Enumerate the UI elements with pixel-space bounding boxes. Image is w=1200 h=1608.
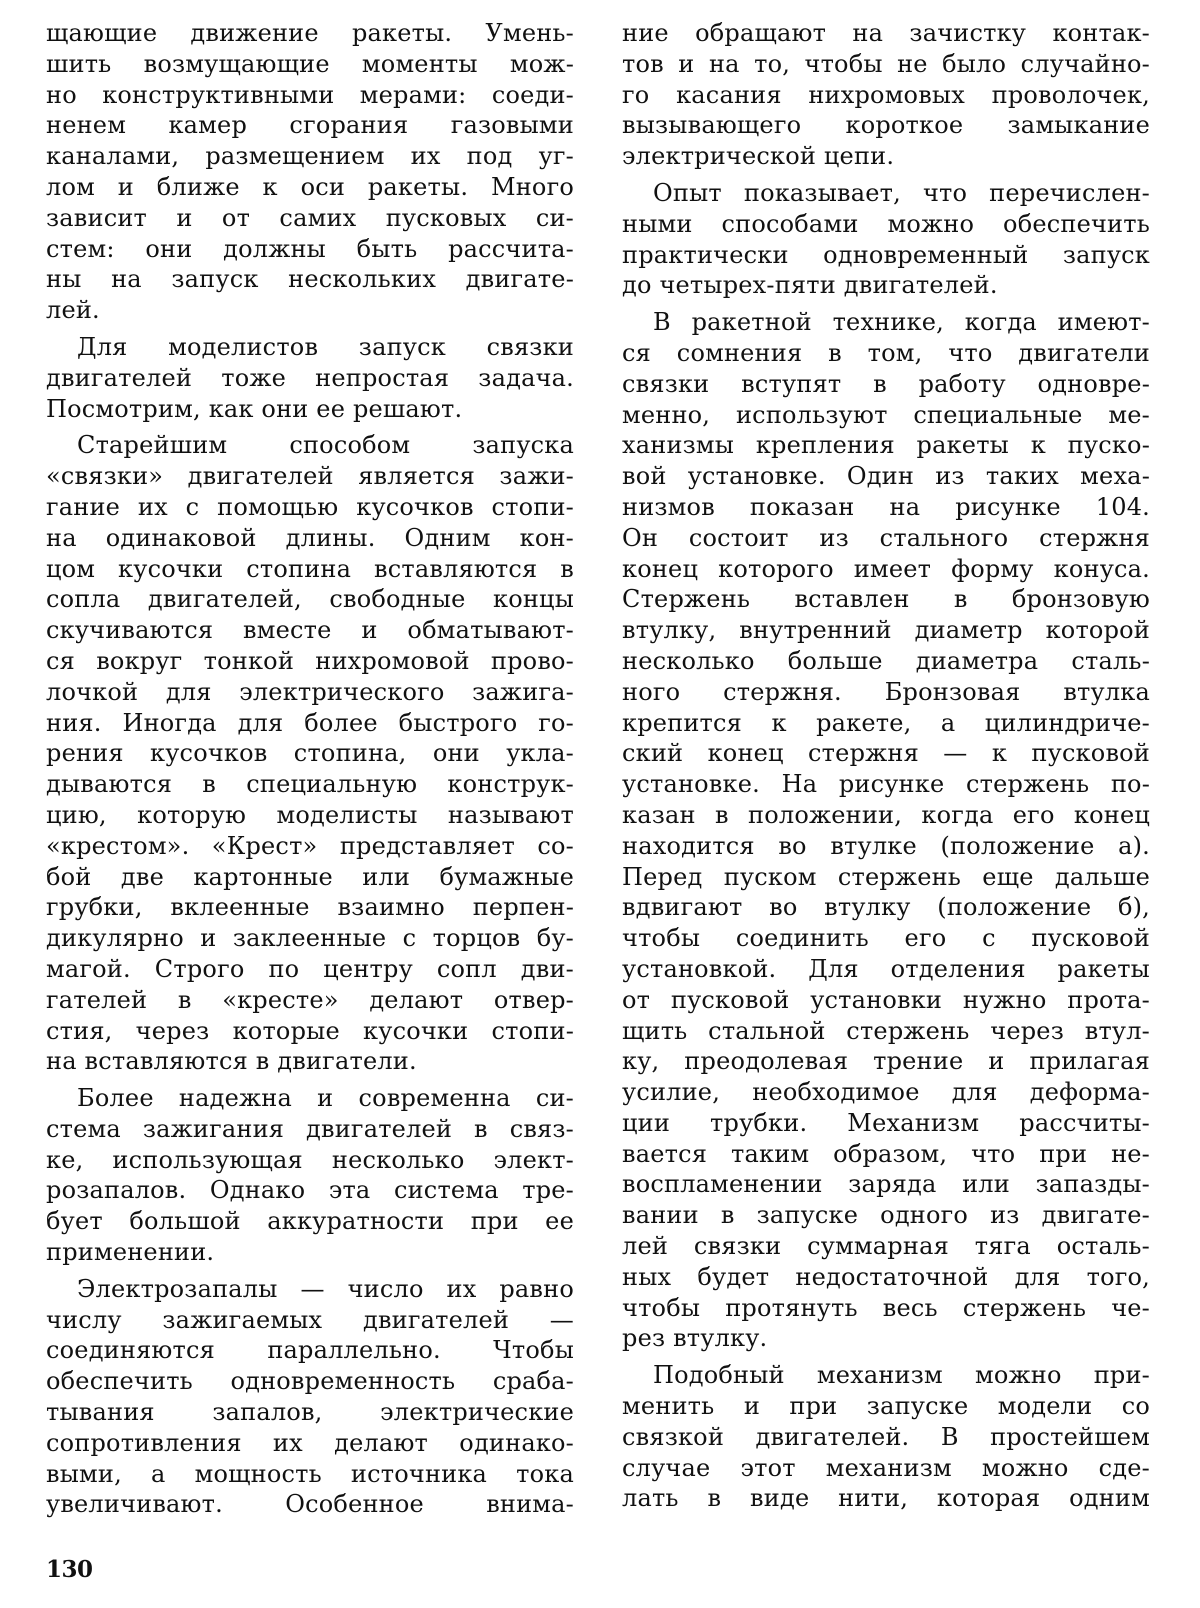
text-line: лей. — [46, 295, 574, 326]
text-line: обеспечить одновременность сраба- — [46, 1366, 574, 1397]
text-line: чтобы соединить его с пусковой — [622, 923, 1150, 954]
text-line: Опыт показывает, что перечислен- — [622, 178, 1150, 209]
text-line: ния. Иногда для более быстрого го- — [46, 708, 574, 739]
text-line: тывания запалов, электрические — [46, 1397, 574, 1428]
text-line: «связки» двигателей является зажи- — [46, 461, 574, 492]
text-line: лом и ближе к оси ракеты. Много — [46, 172, 574, 203]
text-line: сопла двигателей, свободные концы — [46, 584, 574, 615]
text-line: розапалов. Однако эта система тре- — [46, 1175, 574, 1206]
text-line: казан в положении, когда его конец — [622, 800, 1150, 831]
text-line: стема зажигания двигателей в связ- — [46, 1114, 574, 1145]
text-line: гание их с помощью кусочков стопи- — [46, 492, 574, 523]
text-line: вызывающего короткое замыкание — [622, 110, 1150, 141]
text-line: на вставляются в двигатели. — [46, 1046, 574, 1077]
left-text-column — [46, 18, 574, 1520]
text-line: ных будет недостаточной для того, — [622, 1262, 1150, 1293]
text-line: соединяются параллельно. Чтобы — [46, 1335, 574, 1366]
page-number: 130 — [46, 1556, 93, 1583]
text-line: цом кусочки стопина вставляются в — [46, 554, 574, 585]
book-page — [0, 0, 1200, 1608]
text-line: цию, которую моделисты называют — [46, 800, 574, 831]
text-line: лей связки суммарная тяга осталь- — [622, 1231, 1150, 1262]
text-line: бой две картонные или бумажные — [46, 862, 574, 893]
text-line: лать в виде нити, которая одним — [622, 1483, 1150, 1514]
text-line: грубки, вклеенные взаимно перпен- — [46, 892, 574, 923]
text-line: щить стальной стержень через втул- — [622, 1016, 1150, 1047]
text-line: вой установке. Один из таких меха- — [622, 461, 1150, 492]
text-line: рез втулку. — [622, 1323, 1150, 1354]
right-text-column — [622, 18, 1150, 1514]
text-line: установке. На рисунке стержень по- — [622, 769, 1150, 800]
text-line: Более надежна и современна си- — [46, 1083, 574, 1114]
text-line: практически одновременный запуск — [622, 240, 1150, 271]
text-line: каналами, размещением их под уг- — [46, 141, 574, 172]
text-line: усилие, необходимое для деформа- — [622, 1077, 1150, 1108]
text-line: бует большой аккуратности при ее — [46, 1206, 574, 1237]
text-line: дикулярно и заклеенные с торцов бу- — [46, 923, 574, 954]
text-line: вается таким образом, что при не- — [622, 1139, 1150, 1170]
text-line: увеличивают. Особенное внима- — [46, 1489, 574, 1520]
text-line: менно, используют специальные ме- — [622, 400, 1150, 431]
text-line: менить и при запуске модели со — [622, 1391, 1150, 1422]
text-line: шить возмущающие моменты мож- — [46, 49, 574, 80]
text-line: выми, а мощность источника тока — [46, 1459, 574, 1490]
text-line: стия, через которые кусочки стопи- — [46, 1016, 574, 1047]
text-line: конец которого имеет форму конуса. — [622, 554, 1150, 585]
text-line: связки вступят в работу одновре- — [622, 369, 1150, 400]
text-line: рения кусочков стопина, они укла- — [46, 738, 574, 769]
text-line: стем: они должны быть рассчита- — [46, 234, 574, 265]
text-line: Перед пуском стержень еще дальше — [622, 862, 1150, 893]
text-line: воспламенении заряда или запазды- — [622, 1169, 1150, 1200]
text-line: сопротивления их делают одинако- — [46, 1428, 574, 1459]
text-line: находится во втулке (положение а). — [622, 831, 1150, 862]
text-line: магой. Строго по центру сопл дви- — [46, 954, 574, 985]
text-line: зависит и от самих пусковых си- — [46, 203, 574, 234]
text-line: ся вокруг тонкой нихромовой прово- — [46, 646, 574, 677]
text-line: скучиваются вместе и обматывают- — [46, 615, 574, 646]
text-line: Он состоит из стального стержня — [622, 523, 1150, 554]
text-line: ны на запуск нескольких двигате- — [46, 264, 574, 295]
text-line: Старейшим способом запуска — [46, 430, 574, 461]
text-line: ке, использующая несколько элект- — [46, 1145, 574, 1176]
text-line: низмов показан на рисунке 104. — [622, 492, 1150, 523]
text-line: ся сомнения в том, что двигатели — [622, 338, 1150, 369]
text-line: применении. — [46, 1237, 574, 1268]
text-line: Для моделистов запуск связки — [46, 332, 574, 363]
text-line: числу зажигаемых двигателей — — [46, 1305, 574, 1336]
text-line: В ракетной технике, когда имеют- — [622, 307, 1150, 338]
text-line: го касания нихромовых проволочек, — [622, 80, 1150, 111]
text-line: ку, преодолевая трение и прилагая — [622, 1046, 1150, 1077]
text-line: несколько больше диаметра сталь- — [622, 646, 1150, 677]
text-line: чтобы протянуть весь стержень че- — [622, 1293, 1150, 1324]
text-line: Подобный механизм можно при- — [622, 1360, 1150, 1391]
text-line: вании в запуске одного из двигате- — [622, 1200, 1150, 1231]
text-line: но конструктивными мерами: соеди- — [46, 80, 574, 111]
text-line: ции трубки. Механизм рассчиты- — [622, 1108, 1150, 1139]
text-line: электрической цепи. — [622, 141, 1150, 172]
text-line: вдвигают во втулку (положение б), — [622, 892, 1150, 923]
text-line: Стержень вставлен в бронзовую — [622, 584, 1150, 615]
text-line: ными способами можно обеспечить — [622, 209, 1150, 240]
text-line: ский конец стержня — к пусковой — [622, 738, 1150, 769]
text-line: на одинаковой длины. Одним кон- — [46, 523, 574, 554]
text-line: ханизмы крепления ракеты к пуско- — [622, 430, 1150, 461]
text-line: от пусковой установки нужно прота- — [622, 985, 1150, 1016]
text-line: лочкой для электрического зажига- — [46, 677, 574, 708]
text-line: Посмотрим, как они ее решают. — [46, 394, 574, 425]
text-line: связкой двигателей. В простейшем — [622, 1422, 1150, 1453]
text-line: установкой. Для отделения ракеты — [622, 954, 1150, 985]
text-line: «крестом». «Крест» представляет со- — [46, 831, 574, 862]
text-line: крепится к ракете, а цилиндриче- — [622, 708, 1150, 739]
text-line: до четырех-пяти двигателей. — [622, 270, 1150, 301]
text-line: тов и на то, чтобы не было случайно- — [622, 49, 1150, 80]
text-line: ние обращают на зачистку контак- — [622, 18, 1150, 49]
text-line: гателей в «кресте» делают отвер- — [46, 985, 574, 1016]
text-line: дываются в специальную конструк- — [46, 769, 574, 800]
text-line: случае этот механизм можно сде- — [622, 1453, 1150, 1484]
text-line: двигателей тоже непростая задача. — [46, 363, 574, 394]
text-line: щающие движение ракеты. Умень- — [46, 18, 574, 49]
text-line: ненем камер сгорания газовыми — [46, 110, 574, 141]
text-line: втулку, внутренний диаметр которой — [622, 615, 1150, 646]
text-line: ного стержня. Бронзовая втулка — [622, 677, 1150, 708]
text-line: Электрозапалы — число их равно — [46, 1274, 574, 1305]
